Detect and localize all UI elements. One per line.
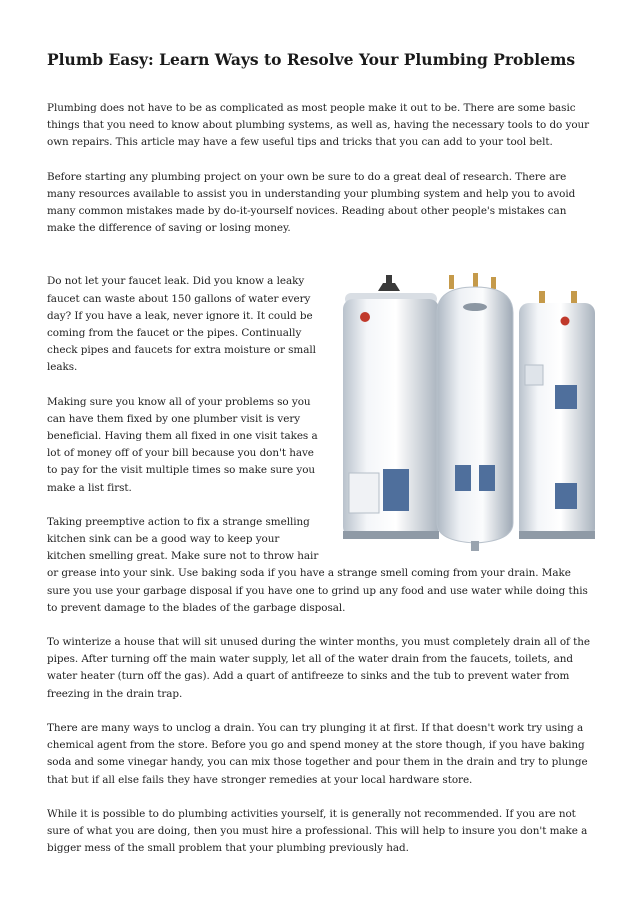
article-body — [47, 100, 595, 874]
paragraph-research: Before starting any plumbing project on your own be sure to do a great deal of research. There are many resources available to assist you in understanding your plumbing system and help you to avoid many common mistakes made by do-it-yourself novices. Reading about other people's mistakes can make the difference of saving or losing money. — [47, 170, 576, 235]
paragraph-faucet-leak: Do not let your faucet leak. Did you know a leaky faucet can waste about 150 gallons of water every day? If you have a leak, never ignore it. It could be coming from the faucet or the pipes. Continually check pipes and faucets for extra moisture or small leaks. — [47, 275, 316, 374]
paragraph-plumber-visit: Making sure you know all of your problems so you can have them fixed by one plumber visit is very beneficial. Having them all fixed in one visit takes a lot of money off of your bill because you don't have to pay for the visit multiple times so make sure you make a list first. — [47, 395, 318, 494]
paragraph-kitchen-sink: Taking preemptive action to fix a strange smelling kitchen sink can be a good way to keep your kitchen smelling great. Make sure not to throw hair or grease into your sink. Use baking soda if you have a strange smell coming from your drain. Make sure you use your garbage disposal if you have one to grind up any food and use water while doing this to prevent damage to the blades of the garbage disposal. — [47, 515, 588, 614]
paragraph-winterize: To winterize a house that will sit unused during the winter months, you must completely drain all of the pipes. After turning off the main water supply, let all of the water drain from the faucets, toilets, and water heater (turn off the gas). Add a quart of antifreeze to sinks and the tub to prevent water from freezing in the drain trap. — [47, 636, 590, 700]
paragraph-unclog-drain: There are many ways to unclog a drain. You can try plunging it at first. If that doesn't work try using a chemical agent from the store. Before you go and spend money at the store though, if you have baking soda and some vinegar handy, you can mix those together and pour them in the drain and try to plunge that but if all else fails they have stronger remedies at your local hardware store. — [47, 721, 588, 786]
paragraph-hire-professional: While it is possible to do plumbing activities yourself, it is generally not recommended. If you are not sure of what you are doing, then you must hire a professional. This will help to insure you don't make a bigger mess of the small problem that your plumbing previously had. — [47, 807, 588, 855]
electric-water-heater-tall — [437, 273, 513, 551]
water-heaters-illustration — [333, 273, 603, 555]
gas-water-heater — [343, 275, 439, 539]
page-title: Plumb Easy: Learn Ways to Resolve Your Plumbing Problems — [47, 50, 576, 69]
water-heaters-image — [333, 273, 603, 555]
electric-water-heater-short — [519, 291, 595, 539]
paragraph-intro: Plumbing does not have to be as complicated as most people make it out to be. There are some basic things that you need to know about plumbing systems, as well as, having the necessary tools to do your own repairs. This article may have a few useful tips and tricks that you can add to your tool belt. — [47, 102, 590, 149]
